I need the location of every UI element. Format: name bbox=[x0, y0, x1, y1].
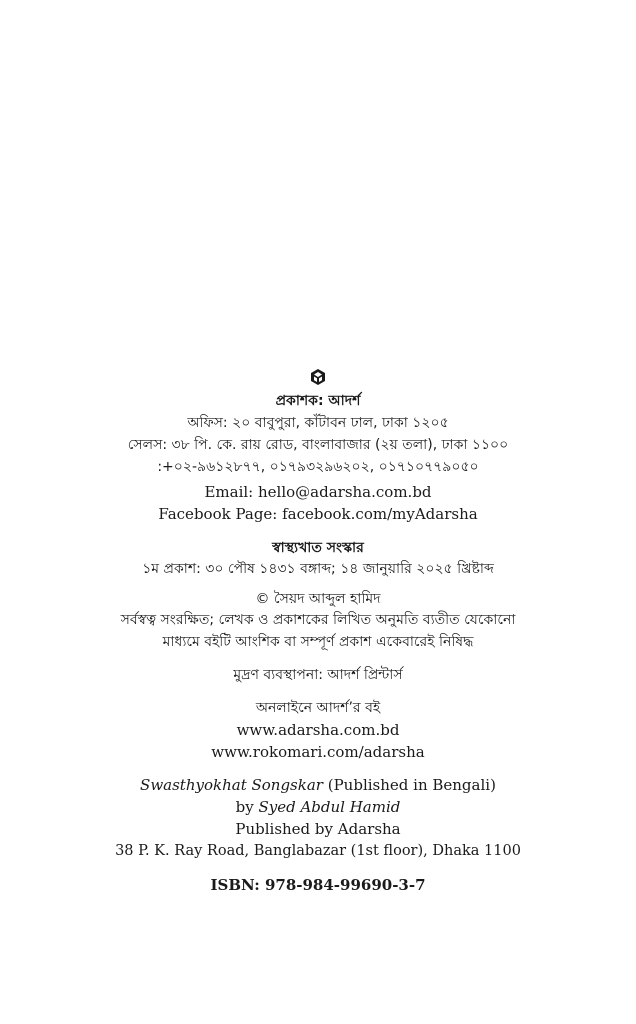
isbn-label: ISBN bbox=[210, 876, 255, 894]
sales-address: সেলস: ৩৮ পি. কে. রায় রোড, বাংলাবাজার (২য় তলা), ঢাকা ১১০০ bbox=[127, 437, 509, 453]
phone-numbers: :+০২-৯৬১২৮৭৭, ০১৭৯৩২৯৬২০২, ০১৭১০৭৭৯০৫০ bbox=[157, 459, 479, 475]
copyright-holder: © সৈয়দ আব্দুল হামিদ bbox=[255, 591, 381, 607]
facebook-line: Facebook Page: facebook.com/myAdarsha bbox=[158, 505, 478, 523]
email-line: Email: hello@adarsha.com.bd bbox=[204, 483, 432, 501]
by-prefix: by bbox=[235, 798, 259, 816]
publisher-title: প্রকাশক: আদর্শ bbox=[275, 393, 361, 409]
english-title: Swasthyokhat Songskar bbox=[140, 776, 323, 794]
office-address: অফিস: ২০ বাবুপুরা, কাঁটাবন ঢাল, ঢাকা ১২০৫ bbox=[187, 415, 449, 431]
rights-reserved-line-2: মাধ্যমে বইটি আংশিক বা সম্পূর্ণ প্রকাশ একেবারেই নিষিদ্ধ bbox=[162, 634, 474, 650]
english-title-line bbox=[0, 775, 636, 796]
publisher-logo-icon bbox=[309, 368, 327, 386]
rights-reserved-line-1: সর্বস্বত্ব সংরক্ষিত; লেখক ও প্রকাশকের লিখিত অনুমতি ব্যতীত যেকোনো bbox=[120, 612, 516, 628]
website-rokomari: www.rokomari.com/adarsha bbox=[211, 743, 425, 761]
english-address: 38 P. K. Ray Road, Banglabazar (1st floor), Dhaka 1100 bbox=[115, 843, 521, 859]
isbn-line bbox=[0, 875, 636, 896]
isbn-value: : 978-984-99690-3-7 bbox=[254, 876, 426, 894]
english-title-suffix: (Published in Bengali) bbox=[322, 776, 496, 794]
first-edition: ১ম প্রকাশ: ৩০ পৌষ ১৪৩১ বঙ্গাব্দ; ১৪ জানুয়ারি ২০২৫ খ্রিষ্টাব্দ bbox=[142, 561, 494, 577]
website-adarsha: www.adarsha.com.bd bbox=[236, 721, 400, 739]
online-heading: অনলাইনে আদর্শ’র বই bbox=[255, 700, 381, 716]
book-title-bengali: স্বাস্থ্যখাত সংস্কার bbox=[272, 540, 364, 556]
publisher-logo bbox=[0, 368, 636, 388]
english-author: Syed Abdul Hamid bbox=[258, 798, 401, 816]
printing-management: মুদ্রণ ব্যবস্থাপনা: আদর্শ প্রিন্টার্স bbox=[233, 667, 403, 683]
english-author-line bbox=[0, 797, 636, 818]
published-by: Published by Adarsha bbox=[235, 820, 401, 838]
